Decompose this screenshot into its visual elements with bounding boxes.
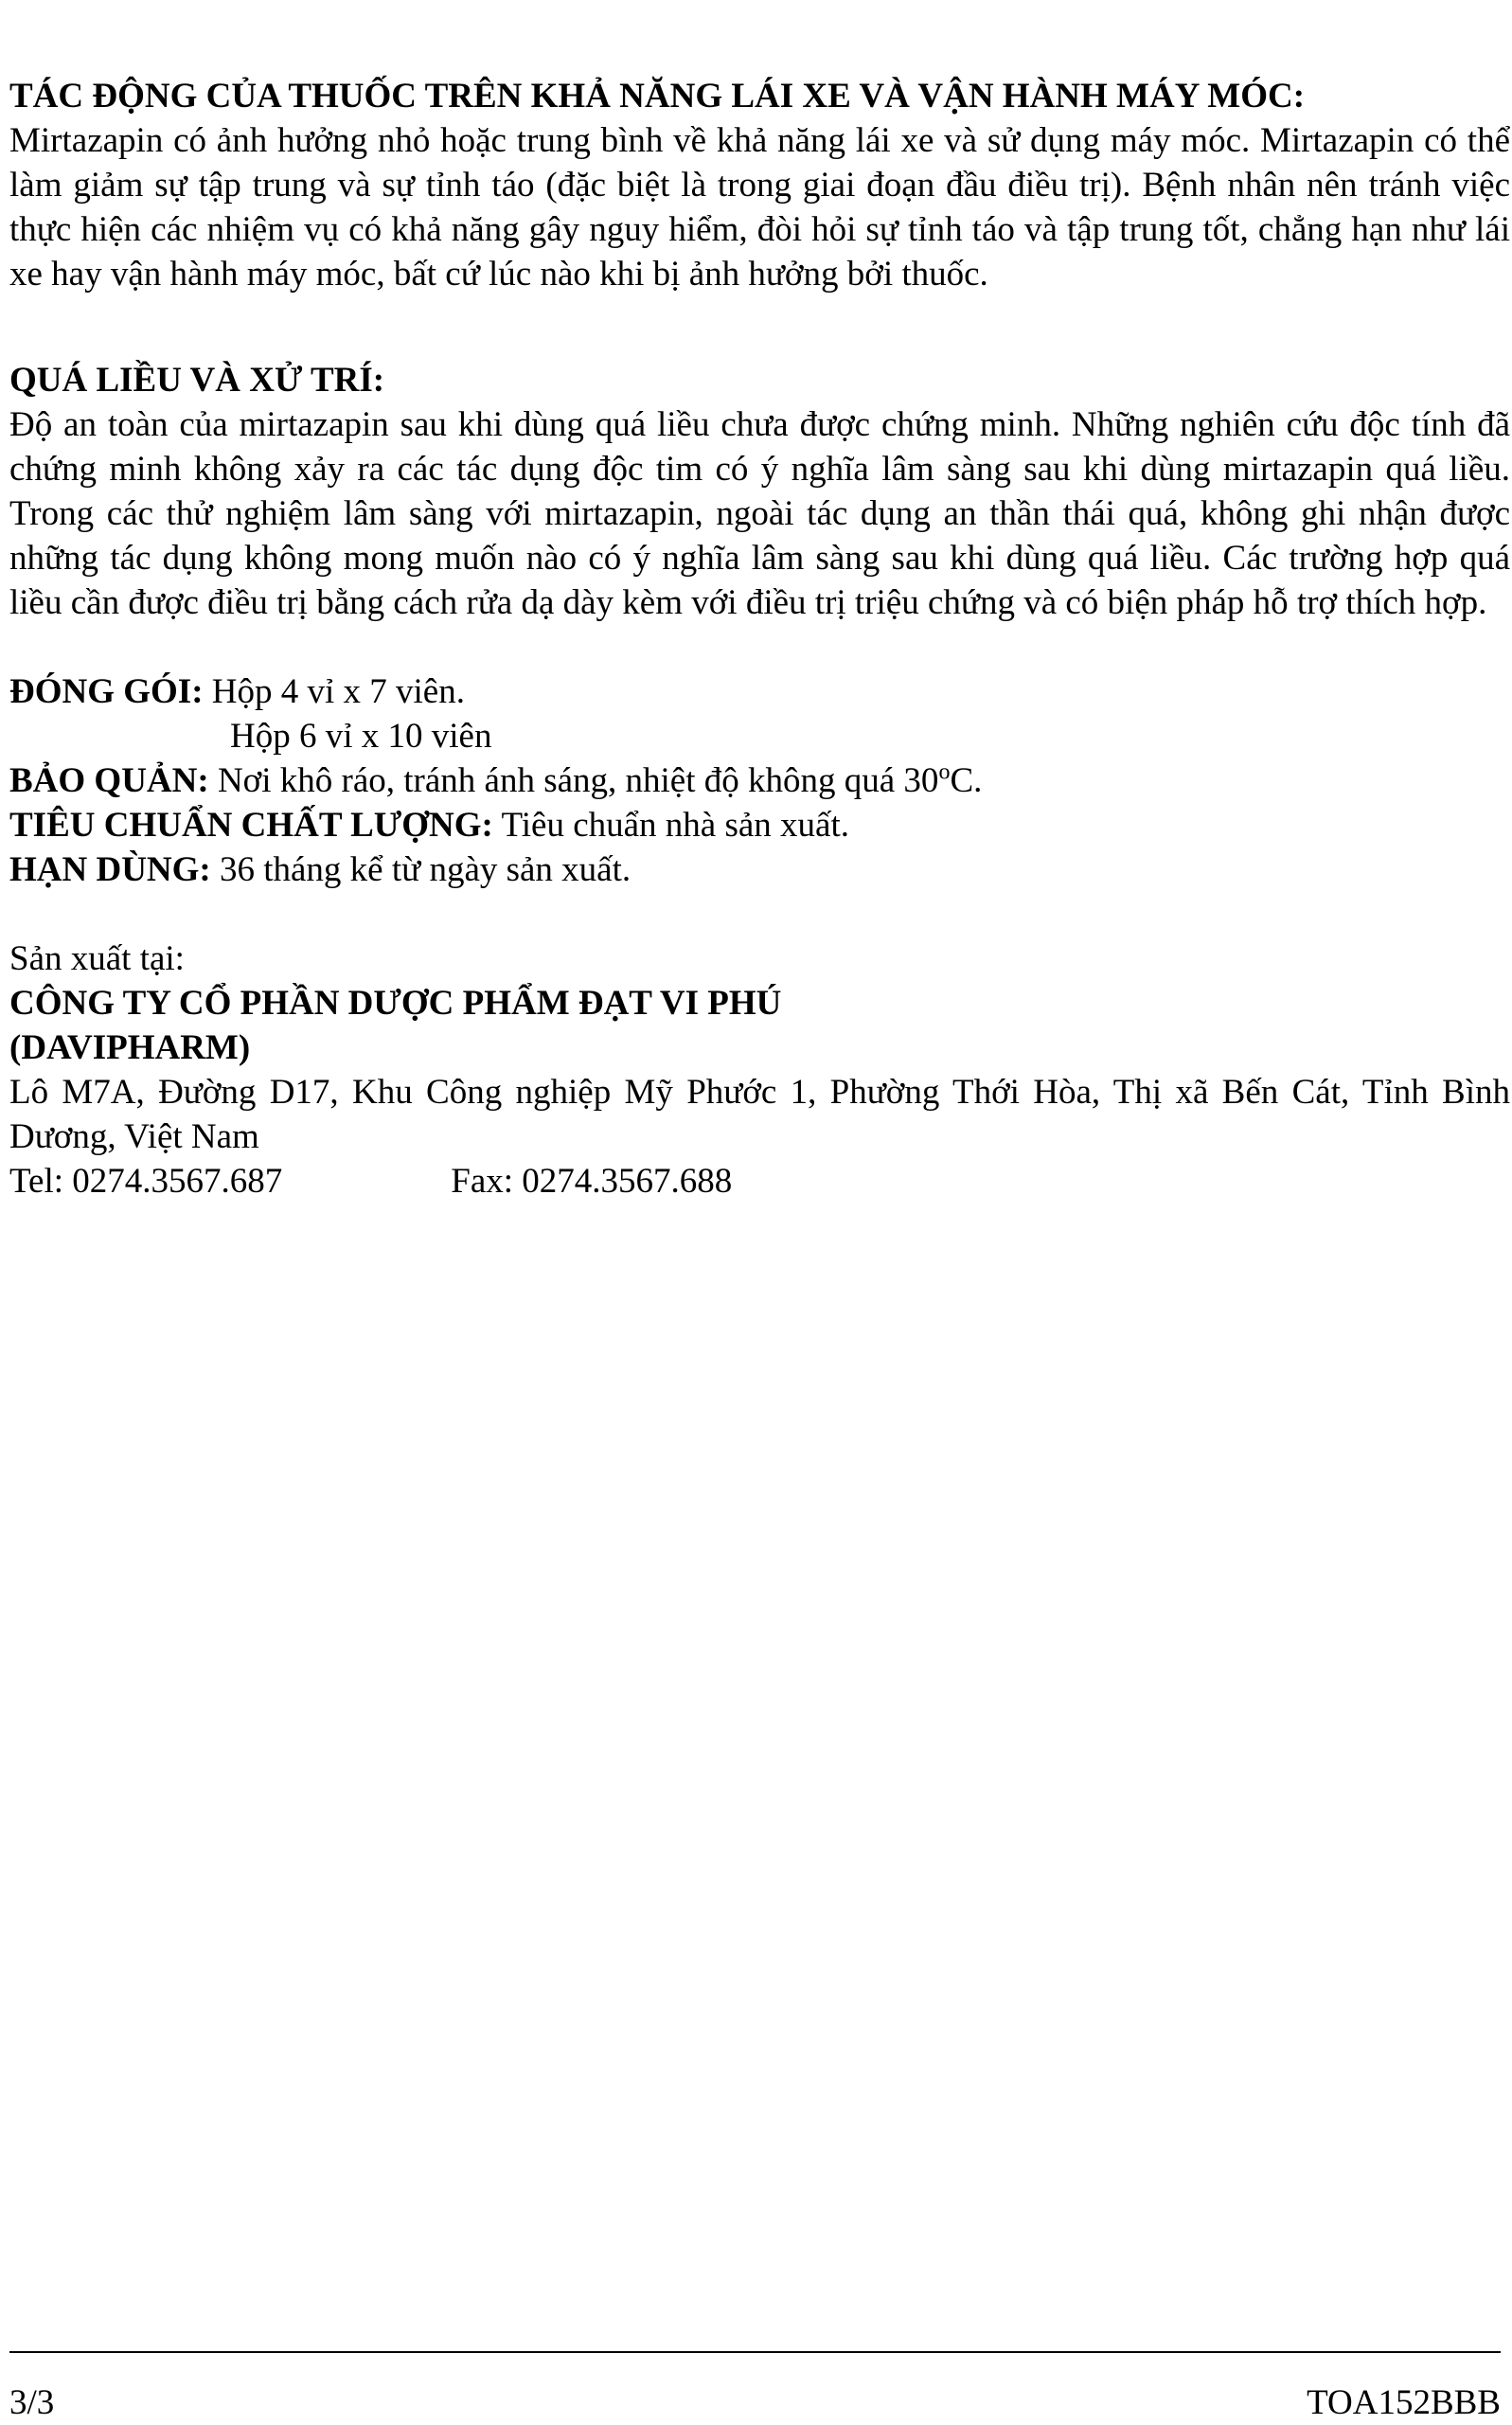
storage-text (218, 761, 982, 800)
storage-label: BẢO QUẢN: (9, 761, 209, 800)
overdose-paragraph: Độ an toàn của mirtazapin sau khi dùng quá liều chưa được chứng minh. Những nghiên cứu độc tính đã chứng minh không xảy ra các tác dụng độc tim có ý nghĩa lâm sàng sau khi dùng mirtazapin quá liều. Trong các thử nghiệm lâm sàng với mirtazapin, ngoài tác dụng an thần thái quá, không ghi nhận được những tác dụng không mong muốn nào có ý nghĩa lâm sàng sau khi dùng quá liều. Các trường hợp quá liều cần được điều trị bằng cách rửa dạ dày kèm với điều trị triệu chứng và có biện pháp hỗ trợ thích hợp. (9, 405, 1510, 622)
degree-mark: o (938, 759, 951, 785)
tel-text: Tel: 0274.3567.687 (9, 1162, 283, 1201)
page-number: 3/3 (9, 2383, 55, 2422)
storage-text-main: Nơi khô ráo, tránh ánh sáng, nhiệt độ không quá 30 (217, 761, 939, 800)
packaging-label: ĐÓNG GÓI: (9, 672, 204, 711)
packaging-row-2 (9, 714, 1510, 758)
driving-heading: TÁC ĐỘNG CỦA THUỐC TRÊN KHẢ NĂNG LÁI XE VÀ VẬN HÀNH MÁY MÓC: (9, 77, 1306, 116)
expiry-row (9, 847, 1510, 892)
overdose-heading: QUÁ LIỀU VÀ XỬ TRÍ: (9, 361, 385, 400)
footer-divider (9, 2351, 1501, 2353)
manufacturer-intro: Sản xuất tại: (9, 939, 185, 978)
storage-text-unit: C. (950, 761, 983, 800)
quality-row (9, 803, 1510, 847)
document-code: TOA152BBB (1307, 2383, 1501, 2422)
storage-row (9, 758, 1510, 803)
page-footer (9, 2380, 1501, 2425)
packaging-line-1: Hộp 4 vỉ x 7 viên. (211, 672, 465, 711)
packaging-row (9, 669, 1510, 714)
document-page (9, 74, 1510, 1204)
fax-text: Fax: 0274.3567.688 (451, 1162, 733, 1201)
expiry-label: HẠN DÙNG: (9, 850, 211, 889)
quality-text: Tiêu chuẩn nhà sản xuất. (501, 806, 849, 845)
manufacturer-name: CÔNG TY CỔ PHẦN DƯỢC PHẨM ĐẠT VI PHÚ (9, 984, 782, 1023)
quality-label: TIÊU CHUẨN CHẤT LƯỢNG: (9, 806, 493, 845)
manufacturer-address: Lô M7A, Đường D17, Khu Công nghiệp Mỹ Phước 1, Phường Thới Hòa, Thị xã Bến Cát, Tỉnh Bình Dương, Việt Nam (9, 1073, 1510, 1156)
expiry-text: 36 tháng kể từ ngày sản xuất. (219, 850, 631, 889)
manufacturer-short-name: (DAVIPHARM) (9, 1028, 251, 1067)
driving-paragraph: Mirtazapin có ảnh hưởng nhỏ hoặc trung bình về khả năng lái xe và sử dụng máy móc. Mirtazapin có thể làm giảm sự tập trung và sự tỉnh táo (đặc biệt là trong giai đoạn đầu điều trị). Bệnh nhân nên tránh việc thực hiện các nhiệm vụ có khả năng gây nguy hiểm, đòi hỏi sự tỉnh táo và tập trung tốt, chẳng hạn như lái xe hay vận hành máy móc, bất cứ lúc nào khi bị ảnh hưởng bởi thuốc. (9, 121, 1510, 294)
packaging-line-2: Hộp 6 vỉ x 10 viên (230, 717, 492, 756)
contact-row (9, 1159, 1510, 1204)
